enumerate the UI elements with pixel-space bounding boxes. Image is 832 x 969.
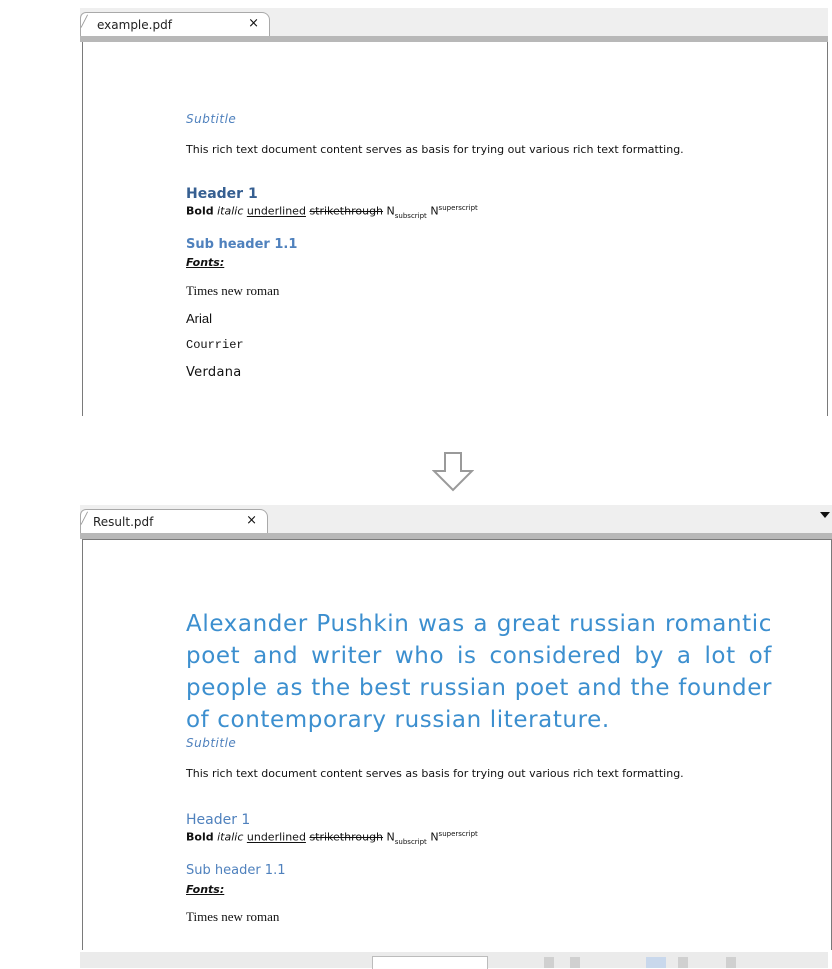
tab-example-pdf[interactable] — [80, 12, 270, 36]
superscript-base: N — [430, 204, 439, 218]
pdf-page[interactable] — [82, 42, 828, 416]
fonts-label: Fonts: — [186, 255, 225, 269]
document-content — [186, 608, 776, 925]
header-1: Header 1 — [186, 812, 251, 828]
status-bar — [80, 952, 828, 968]
font-sample-times: Times new roman — [186, 908, 280, 924]
subscript-base: N — [386, 830, 395, 844]
strikethrough-text: strikethrough — [309, 830, 384, 844]
document-content — [186, 112, 776, 380]
subscript-base: N — [386, 204, 395, 218]
tab-result-pdf[interactable] — [80, 509, 268, 533]
formatting-line — [186, 830, 776, 846]
tab-bar — [80, 8, 828, 36]
subtitle: Subtitle — [186, 112, 237, 126]
subscript-text: subscript — [394, 837, 427, 846]
subtitle: Subtitle — [186, 736, 237, 750]
sub-header: Sub header 1.1 — [186, 236, 298, 252]
body-paragraph: This rich text document content serves as basis for trying out various rich text formatting. — [186, 767, 684, 780]
toolbar-button[interactable] — [726, 957, 736, 968]
tab-edge-icon: ╱ — [81, 512, 88, 525]
down-arrow-icon — [432, 451, 474, 493]
pdf-page[interactable] — [82, 539, 832, 950]
formatting-line — [186, 204, 776, 220]
tab-edge-icon: ╱ — [81, 15, 88, 28]
underlined-text: underlined — [246, 830, 306, 844]
toolbar-button[interactable] — [646, 957, 666, 968]
sub-header: Sub header 1.1 — [186, 862, 286, 878]
close-icon[interactable]: × — [246, 513, 257, 528]
bold-text: Bold — [186, 830, 214, 844]
source-document-viewer — [80, 8, 828, 416]
header-1: Header 1 — [186, 186, 258, 202]
title-paragraph: Alexander Pushkin was a great russian romantic poet and writer who is considered by a lot of people as the best russian poet and the founder of contemporary russian literature. — [186, 611, 772, 733]
underlined-text: underlined — [246, 204, 306, 218]
tab-list-dropdown-icon[interactable] — [820, 512, 830, 518]
superscript-text: superscript — [438, 204, 478, 212]
tab-bar — [80, 505, 832, 533]
italic-text: italic — [217, 204, 244, 218]
font-sample-courier: Courrier — [186, 337, 244, 352]
tab-label: example.pdf — [97, 18, 172, 32]
italic-text: italic — [217, 830, 244, 844]
close-icon[interactable]: × — [248, 16, 259, 31]
toolbar-button[interactable] — [544, 957, 554, 968]
subscript-text: subscript — [394, 211, 427, 220]
font-sample-verdana: Verdana — [186, 364, 242, 380]
fonts-label: Fonts: — [186, 882, 225, 896]
body-paragraph: This rich text document content serves as basis for trying out various rich text formatting. — [186, 143, 684, 156]
font-sample-arial: Arial — [186, 310, 213, 326]
tab-label: Result.pdf — [93, 515, 154, 529]
toolbar-button[interactable] — [570, 957, 580, 968]
superscript-base: N — [430, 830, 439, 844]
page-number-field[interactable] — [372, 956, 488, 969]
font-sample-times: Times new roman — [186, 282, 280, 298]
strikethrough-text: strikethrough — [309, 204, 384, 218]
bold-text: Bold — [186, 204, 214, 218]
toolbar-button[interactable] — [678, 957, 688, 968]
result-document-viewer — [80, 505, 832, 968]
superscript-text: superscript — [438, 830, 478, 838]
